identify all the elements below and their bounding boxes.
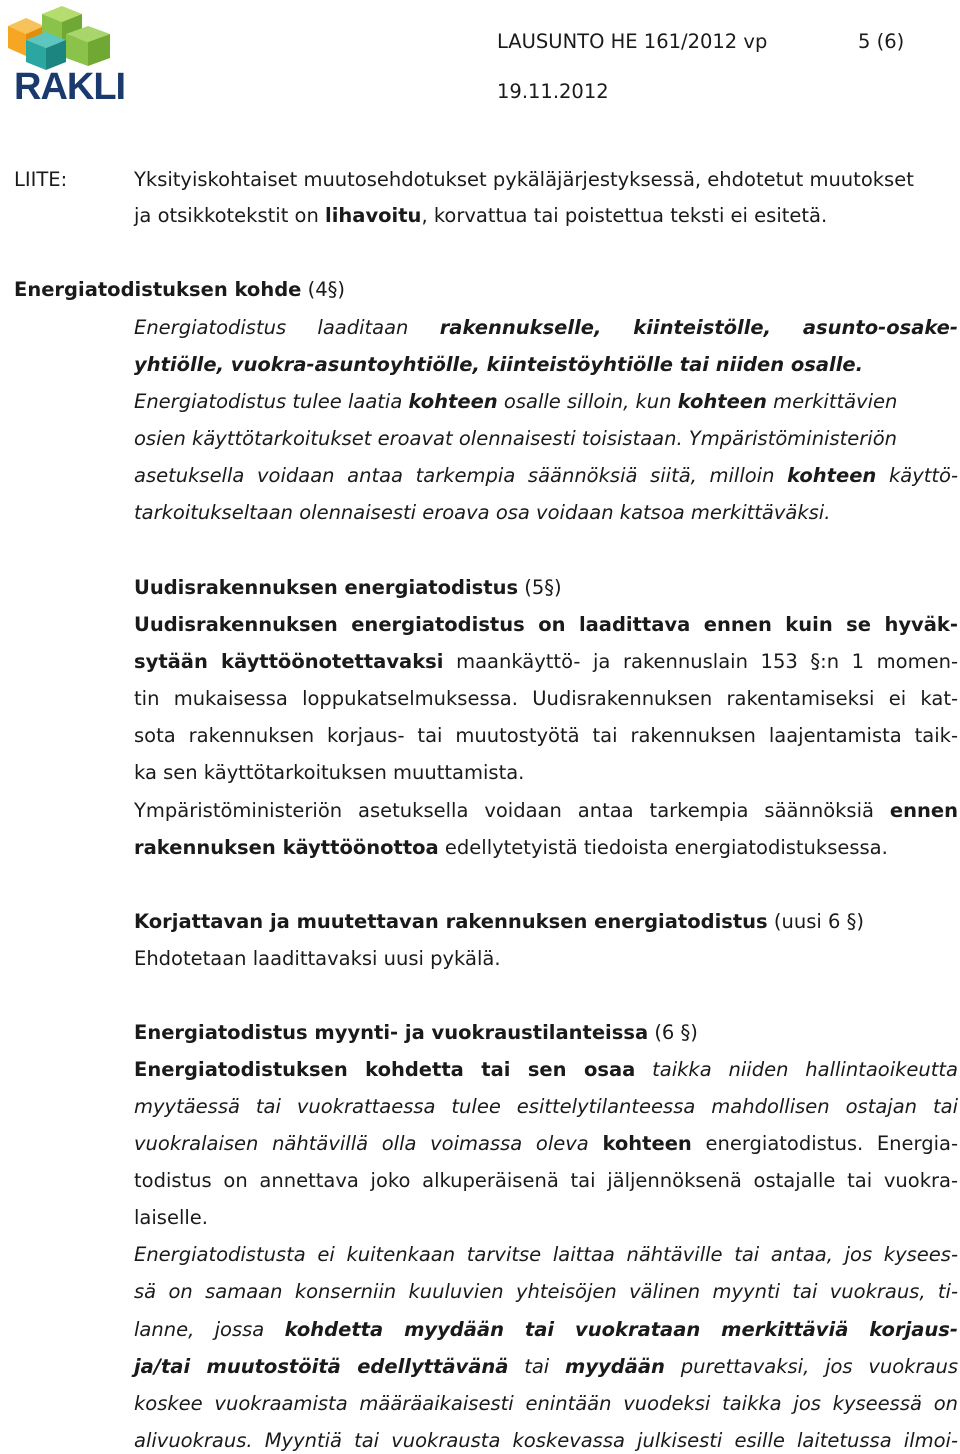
document-title: LAUSUNTO HE 161/2012 vp [497, 30, 768, 53]
section-6-line-6: Energiatodistusta ei kuitenkaan tarvitse laittaa nähtäville tai antaa, jos kysees- [134, 1243, 958, 1266]
section-5-heading: Uudisrakennuksen energiatodistus (5§) [134, 576, 562, 599]
section-5-line-2: sytään käyttöönotettavaksi maankäyttö- ja rakennuslain 153 §:n 1 momen- [134, 650, 958, 673]
section-5-line-3: tin mukaisessa loppukatselmuksessa. Uudisrakennuksen rakentamiseksi ei kat- [134, 687, 958, 710]
section-5-line-5: ka sen käyttötarkoituksen muuttamista. [134, 761, 525, 784]
liite-line-2: ja otsikkotekstit on lihavoitu, korvattua tai poistettua teksti ei esitetä. [134, 204, 828, 227]
section-6-line-10: koskee vuokraamista määräaikaisesti enintään vuodeksi taikka jos kyseessä on [134, 1392, 958, 1415]
section-4-line-2: yhtiölle, vuokra-asuntoyhtiölle, kiinteistöyhtiölle tai niiden osalle. [134, 353, 864, 376]
section-6-line-8: lanne, jossa kohdetta myydään tai vuokrataan merkittäviä korjaus- [134, 1318, 959, 1341]
bold-term: lihavoitu [325, 204, 422, 227]
new-section-6-heading: Korjattavan ja muutettavan rakennuksen energiatodistus (uusi 6 §) [134, 910, 864, 933]
section-6-line-2: myytäessä tai vuokrattaessa tulee esittelytilanteessa mahdollisen ostajan tai [134, 1095, 958, 1118]
section-4-line-5: asetuksella voidaan antaa tarkempia säännöksiä siitä, milloin kohteen käyttö- [134, 464, 958, 487]
document-date: 19.11.2012 [497, 80, 609, 103]
section-6-line-11: alivuokraus. Myyntiä tai vuokrausta koskevassa julkisesti esille laitetussa ilmoi- [134, 1429, 958, 1452]
liite-line-1: Yksityiskohtaiset muutosehdotukset pykäläjärjestyksessä, ehdotetut muutokset [134, 168, 914, 191]
section-5-line-1: Uudisrakennuksen energiatodistus on laadittava ennen kuin se hyväk- [134, 613, 958, 636]
logo-text: RAKLI [14, 66, 126, 108]
page-number: 5 (6) [858, 30, 905, 53]
section-5-line-4: sota rakennuksen korjaus- tai muutostyötä tai rakennuksen laajentamista taik- [134, 724, 958, 747]
section-6-line-3: vuokralaisen nähtävillä olla voimassa oleva kohteen energiatodistus. Energia- [134, 1132, 958, 1155]
rakli-logo [4, 4, 126, 108]
section-6-line-9: ja/tai muutostöitä edellyttävänä tai myydään purettavaksi, jos vuokraus [134, 1355, 958, 1378]
section-4-line-6: tarkoitukseltaan olennaisesti eroava osa voidaan katsoa merkittäväksi. [134, 501, 831, 524]
section-6-line-4: todistus on annettava joko alkuperäisenä tai jäljennöksenä ostajalle tai vuokra- [134, 1169, 958, 1192]
section-6-line-5: laiselle. [134, 1206, 208, 1229]
section-4-line-3: Energiatodistus tulee laatia kohteen osalle silloin, kun kohteen merkittävien [134, 390, 898, 413]
liite-label: LIITE: [14, 168, 68, 191]
section-4-line-4: osien käyttötarkoitukset eroavat olennaisesti toisistaan. Ympäristöministeriön [134, 427, 898, 450]
section-4-line-1: Energiatodistus laaditaan rakennukselle, kiinteistölle, asunto-osake- [134, 316, 958, 339]
new-section-6-line-1: Ehdotetaan laadittavaksi uusi pykälä. [134, 947, 501, 970]
section-5-line-7: rakennuksen käyttöönottoa edellytetyistä tiedoista energiatodistuksessa. [134, 836, 888, 859]
section-6-line-7: sä on samaan konserniin kuuluvien yhteisöjen välinen myynti tai vuokraus, ti- [134, 1280, 958, 1303]
section-4-heading: Energiatodistuksen kohde (4§) [14, 278, 345, 301]
section-6-heading: Energiatodistus myynti- ja vuokraustilanteissa (6 §) [134, 1021, 698, 1044]
section-6-line-1: Energiatodistuksen kohdetta tai sen osaa taikka niiden hallintaoikeutta [134, 1058, 959, 1081]
section-5-line-6: Ympäristöministeriön asetuksella voidaan antaa tarkempia säännöksiä ennen [134, 799, 958, 822]
